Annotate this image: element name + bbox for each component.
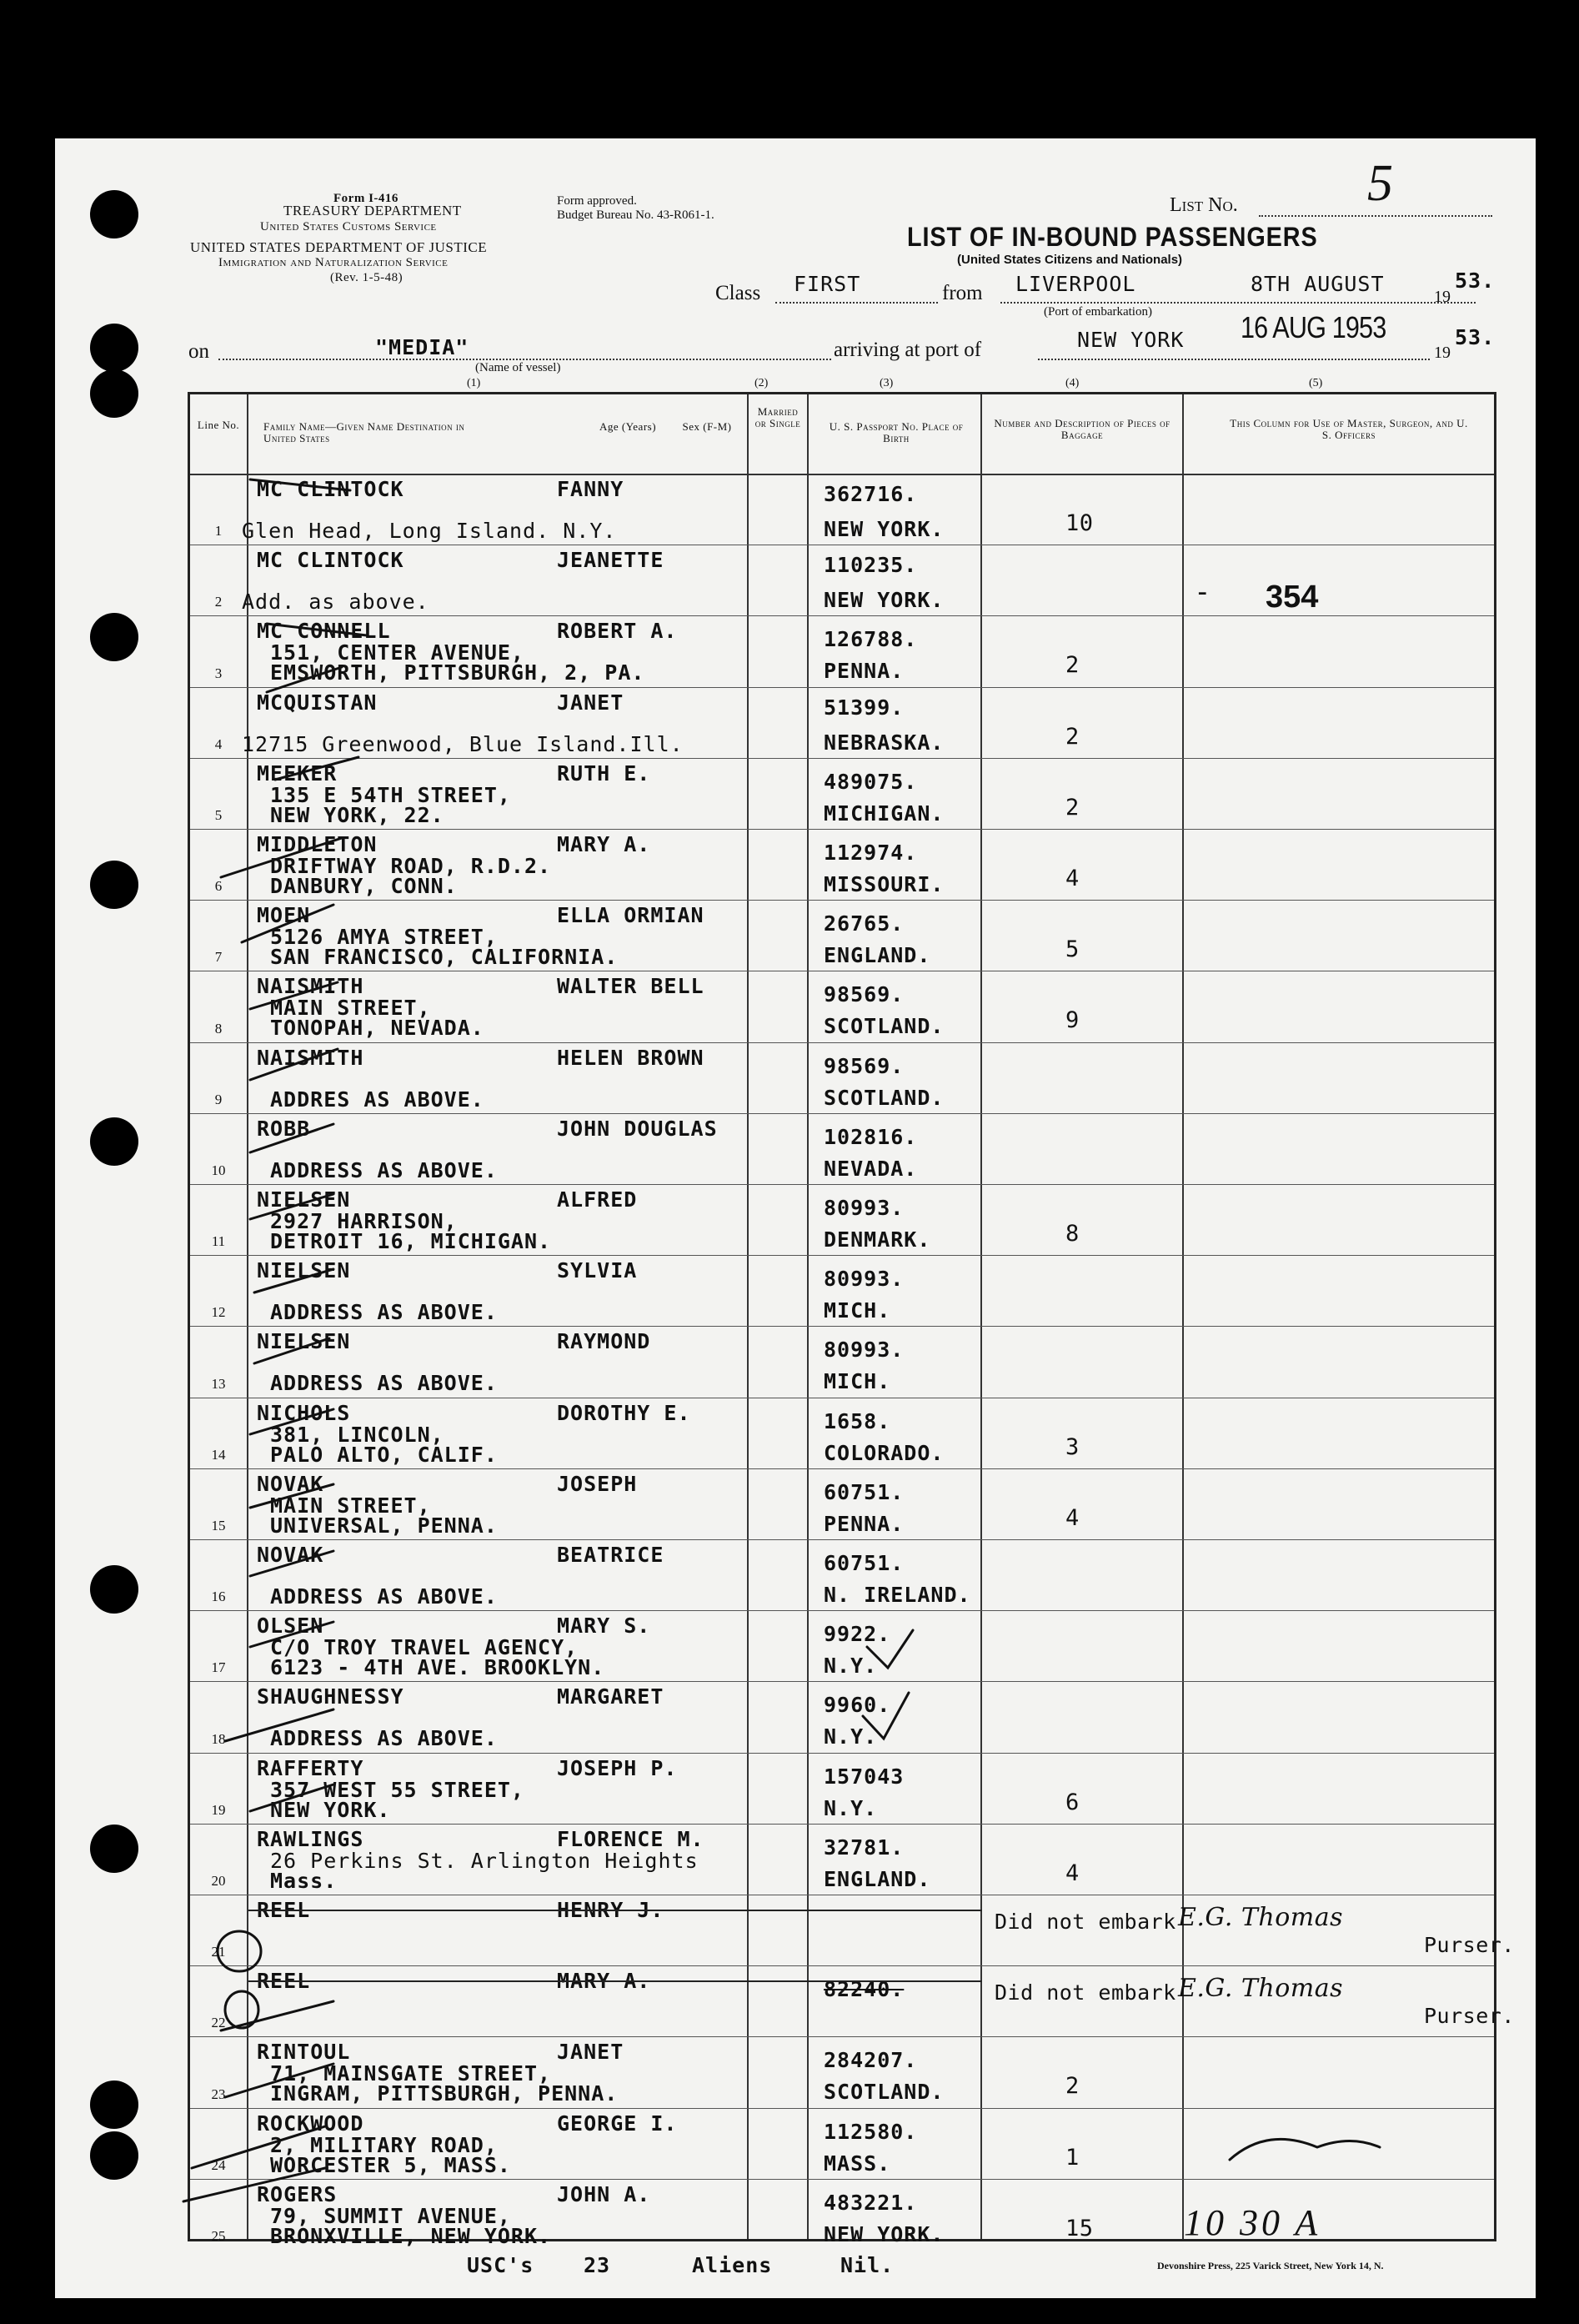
place-of-birth: SCOTLAND. (824, 1014, 945, 1039)
binder-hole (90, 2081, 138, 2129)
binder-hole (90, 190, 138, 238)
passenger-given-name: JOSEPH (557, 1471, 638, 1496)
class-value: FIRST (794, 272, 861, 296)
destination-line-2: BRONXVILLE, NEW YORK. (270, 2223, 552, 2248)
passenger-given-name: MARY A. (557, 1969, 651, 1994)
passenger-given-name: RAYMOND (557, 1329, 651, 1354)
from-line (1000, 302, 1476, 304)
line-number: 25 (211, 2228, 226, 2244)
line-number: 18 (211, 1730, 226, 1747)
row-note: Did not embark (995, 1980, 1176, 2005)
destination-line-1: 5126 AMYA STREET, (270, 925, 498, 950)
destination-line-1: 2, MILITARY ROAD, (270, 2132, 498, 2157)
baggage-count: 2 (1065, 2073, 1080, 2100)
passenger-family-name: MCQUISTAN (257, 690, 378, 715)
row-divider (190, 1753, 1494, 1754)
aliens-count: Nil. (840, 2253, 895, 2277)
destination-line-2: ADDRESS AS ABOVE. (270, 1157, 498, 1182)
passenger-family-name: MOEN (257, 903, 311, 928)
place-of-birth: COLORADO. (824, 1440, 945, 1465)
line-number: 20 (211, 1873, 226, 1889)
passenger-family-name: REEL (257, 1969, 311, 1994)
embark-date: 8TH AUGUST (1251, 272, 1385, 296)
line-number: 4 (214, 735, 223, 752)
destination-line-1: MAIN STREET, (270, 996, 431, 1021)
passport-number: 98569. (824, 982, 905, 1007)
passenger-family-name: MIDDLETON (257, 832, 378, 856)
destination-line-1: 151, CENTER AVENUE, (270, 640, 524, 665)
arrival-line (1038, 359, 1430, 360)
passenger-family-name: RAWLINGS (257, 1826, 364, 1851)
baggage-count: 4 (1065, 866, 1080, 891)
vessel-caption: (Name of vessel) (475, 361, 561, 374)
line-number: 12 (211, 1304, 226, 1321)
class-line (775, 302, 938, 304)
destination-line-2: ADDRES AS ABOVE. (270, 1087, 484, 1112)
budget-bureau: Budget Bureau No. 43-R061-1. (557, 208, 714, 222)
passport-number: 32781. (824, 1835, 905, 1860)
destination-line-2: NEW YORK, 22. (270, 802, 444, 827)
passenger-family-name: SHAUGHNESSY (257, 1684, 404, 1709)
passport-number: 284207. (824, 2048, 918, 2073)
place-of-birth: NEW YORK. (824, 588, 945, 613)
officer-mark: 354 (1266, 580, 1319, 615)
passenger-given-name: MARY A. (557, 832, 651, 856)
passport-number: 157043 (824, 1764, 905, 1789)
passenger-given-name: MARGARET (557, 1684, 664, 1709)
passport-number: 98569. (824, 1053, 905, 1078)
passport-number: 112974. (824, 841, 918, 865)
line-number: 21 (211, 1944, 226, 1960)
line-number: 24 (211, 2156, 226, 2173)
destination-line-2: ADDRESS AS ABOVE. (270, 1726, 498, 1751)
passenger-given-name: DOROTHY E. (557, 1400, 691, 1425)
destination-line-1: 79, SUMMIT AVENUE, (270, 2203, 511, 2228)
col-num-2: (2) (754, 377, 769, 389)
row-divider (190, 1184, 1494, 1185)
place-of-birth: N.Y. (824, 1795, 878, 1820)
passport-number: 82240. (824, 1977, 905, 2002)
passport-number: 60751. (824, 1479, 905, 1504)
passenger-family-name: RINTOUL (257, 2040, 351, 2065)
row-divider (190, 900, 1494, 901)
passenger-family-name: ROGERS (257, 2181, 338, 2206)
row-divider (190, 2108, 1494, 2109)
row-divider (190, 1255, 1494, 1256)
destination-line-1: 135 E 54TH STREET, (270, 782, 511, 807)
destination-line-2: Mass. (270, 1868, 338, 1893)
passenger-family-name: OLSEN (257, 1614, 324, 1639)
line-number: 1 (214, 523, 223, 540)
destination-line-1: MAIN STREET, (270, 1493, 431, 1518)
vessel-line (218, 359, 831, 360)
place-of-birth: N.Y. (824, 1724, 878, 1749)
passport-number: 60751. (824, 1551, 905, 1575)
line-number: 11 (211, 1233, 226, 1250)
place-of-birth: ENGLAND. (824, 1866, 931, 1891)
arriving-label: arriving at port of (834, 339, 982, 361)
uscs-count: 23 (584, 2253, 611, 2277)
destination-line-2: ADDRESS AS ABOVE. (270, 1584, 498, 1609)
place-of-birth: MASS. (824, 2151, 891, 2176)
row-divider (190, 1965, 1494, 1966)
col-num-1: (1) (467, 377, 481, 389)
row-note: Did not embark (995, 1910, 1176, 1934)
line-number: 13 (211, 1375, 226, 1392)
destination-line-2: ADDRESS AS ABOVE. (270, 1371, 498, 1396)
arrival-date-stamp: 16 AUG 1953 (1241, 310, 1386, 344)
passenger-family-name: NIELSEN (257, 1329, 351, 1354)
baggage-count: 2 (1065, 794, 1080, 821)
row-divider (190, 687, 1494, 688)
passenger-given-name: RUTH E. (557, 760, 651, 786)
passenger-given-name: WALTER BELL (557, 974, 704, 999)
passport-number: 51399. (824, 695, 905, 720)
port-embark-caption: (Port of embarkation) (1044, 305, 1152, 319)
col-divider (980, 394, 982, 2239)
place-of-birth: SCOTLAND. (824, 2080, 945, 2105)
baggage-count: 10 (1065, 510, 1094, 536)
baggage-count: 3 (1065, 1433, 1080, 1460)
passport-number: 110235. (824, 553, 918, 578)
row-divider (190, 1610, 1494, 1611)
purser-signature: E.G. Thomas (1178, 1903, 1344, 1932)
customs-service: United States Customs Service (260, 220, 437, 233)
destination-line-2: WORCESTER 5, MASS. (270, 2152, 511, 2177)
arrival-port: NEW YORK (1077, 328, 1185, 352)
passenger-family-name: NAISMITH (257, 974, 364, 999)
place-of-birth: MISSOURI. (824, 872, 945, 896)
col-sex: Sex (F-M) (682, 420, 732, 433)
passport-number: 80993. (824, 1267, 905, 1292)
passport-number: 80993. (824, 1338, 905, 1363)
passenger-family-name: MC CLINTOCK (257, 548, 404, 573)
line-number: 2 (214, 594, 223, 610)
from-value: LIVERPOOL (1015, 272, 1136, 296)
passport-number: 80993. (824, 1196, 905, 1220)
binder-hole (90, 861, 138, 909)
col-name: Family Name—Given Name Destination in United States (263, 420, 465, 444)
form-approved: Form approved. (557, 194, 637, 208)
binder-hole (90, 324, 138, 372)
destination-line-1: 381, LINCOLN, (270, 1422, 444, 1447)
aliens-label: Aliens (692, 2253, 773, 2277)
form-number: Form I-416 (333, 192, 399, 205)
col-divider (807, 394, 809, 2239)
destination-line-2: UNIVERSAL, PENNA. (270, 1513, 498, 1538)
baggage-count: 9 (1065, 1007, 1080, 1034)
col-passport: U. S. Passport No. Place of Birth (829, 420, 964, 444)
line-number: 7 (214, 949, 223, 966)
passport-number: 26765. (824, 911, 905, 936)
passenger-given-name: HELEN BROWN (557, 1045, 704, 1070)
purser-role: Purser. (1424, 2004, 1515, 2029)
header-divider (190, 474, 1494, 475)
passenger-family-name: NOVAK (257, 1471, 324, 1496)
passport-number: 112580. (824, 2119, 918, 2144)
line-number: 19 (211, 1801, 226, 1818)
printer-imprint: Devonshire Press, 225 Varick Street, New York 14, N. (1157, 2260, 1384, 2271)
row-divider (190, 615, 1494, 616)
line-number: 22 (211, 2015, 226, 2031)
baggage-count: 15 (1065, 2215, 1094, 2241)
baggage-count: 4 (1065, 1504, 1080, 1531)
destination-line-1: DRIFTWAY ROAD, R.D.2. (270, 854, 552, 878)
row-divider (190, 1326, 1494, 1327)
baggage-count: 2 (1065, 723, 1080, 750)
col-line-no: Line No. (197, 419, 240, 431)
tally-mark: 10 30 A (1184, 2202, 1321, 2243)
year-suffix-1: 53. (1455, 269, 1496, 293)
form-title: LIST OF IN-BOUND PASSENGERS (907, 222, 1318, 252)
line-number: 9 (214, 1091, 223, 1107)
baggage-count: 6 (1065, 1789, 1080, 1815)
list-no-label: List No. (1170, 194, 1238, 216)
place-of-birth: SCOTLAND. (824, 1085, 945, 1110)
place-of-birth: PENNA. (824, 659, 905, 684)
passenger-family-name: NOVAK (257, 1543, 324, 1567)
passport-number: 483221. (824, 2190, 918, 2215)
col-divider (247, 394, 248, 2239)
from-label: from (942, 282, 983, 304)
passenger-family-name: NICHOLS (257, 1400, 351, 1425)
destination-line-2: NEW YORK. (270, 1797, 391, 1822)
passenger-family-name: MC CLINTOCK (257, 477, 404, 501)
row-divider (190, 2179, 1494, 2180)
year-suffix-2: 53. (1455, 325, 1496, 349)
passenger-given-name: ALFRED (557, 1187, 638, 1212)
class-label: Class (715, 282, 761, 304)
binder-hole (90, 613, 138, 661)
passport-number: 9922. (824, 1622, 891, 1647)
treasury-dept: TREASURY DEPARTMENT (283, 203, 462, 218)
row-divider (190, 1681, 1494, 1682)
baggage-count: 5 (1065, 936, 1080, 963)
passenger-given-name: JOHN A. (557, 2181, 651, 2206)
passenger-family-name: NAISMITH (257, 1045, 364, 1070)
passenger-given-name: SYLVIA (557, 1258, 638, 1283)
binder-hole (90, 1117, 138, 1166)
destination-line-1: 2927 HARRISON, (270, 1209, 458, 1233)
col-married: Married or Single (754, 405, 801, 429)
passenger-given-name: ROBERT A. (557, 619, 678, 644)
destination-line-2: DANBURY, CONN. (270, 874, 458, 898)
col-divider (1182, 394, 1184, 2239)
passenger-family-name: MEEKER (257, 760, 338, 786)
row-divider (190, 2036, 1494, 2037)
baggage-count: 4 (1065, 1860, 1080, 1886)
on-label: on (188, 340, 209, 363)
row-divider (190, 1539, 1494, 1540)
place-of-birth: NEW YORK. (824, 517, 945, 541)
passenger-given-name: JANET (557, 2040, 624, 2065)
page-number-mark: 5 (1367, 155, 1393, 212)
passenger-given-name: JOHN DOUGLAS (557, 1116, 718, 1141)
passenger-given-name: BEATRICE (557, 1543, 664, 1567)
passenger-family-name: NIELSEN (257, 1187, 351, 1212)
destination-line-2: EMSWORTH, PITTSBURGH, 2, PA. (270, 660, 645, 685)
col-age: Age (Years) (599, 420, 657, 433)
passenger-given-name: FLORENCE M. (557, 1826, 704, 1851)
binder-hole (90, 2131, 138, 2180)
baggage-count: 1 (1065, 2144, 1080, 2171)
revision: (Rev. 1-5-48) (330, 271, 404, 284)
passport-number: 9960. (824, 1693, 891, 1718)
destination-line-2: INGRAM, PITTSBURGH, PENNA. (270, 2081, 619, 2106)
col-divider (747, 394, 749, 2239)
destination-line-2: PALO ALTO, CALIF. (270, 1442, 498, 1467)
binder-hole (90, 1825, 138, 1873)
passenger-family-name: MC CONNELL (257, 619, 391, 644)
binder-hole (90, 1565, 138, 1614)
row-divider (190, 1468, 1494, 1469)
strike-line (248, 1910, 982, 1911)
passenger-family-name: REEL (257, 1898, 311, 1922)
form-subtitle: (United States Citizens and Nationals) (957, 253, 1183, 267)
line-number: 5 (214, 807, 223, 823)
passenger-family-name: ROCKWOOD (257, 2111, 364, 2136)
destination-line-1: 71, MAINSGATE STREET, (270, 2061, 552, 2086)
destination-line-2: Add. as above. (242, 590, 429, 615)
passenger-given-name: FANNY (557, 477, 624, 501)
col-officers: This Column for Use of Master, Surgeon, and U. S. Officers (1230, 417, 1468, 441)
line-number: 3 (214, 665, 223, 681)
col-num-5: (5) (1309, 377, 1323, 389)
line-number: 17 (211, 1659, 226, 1676)
passenger-family-name: ROBB (257, 1116, 311, 1141)
destination-line-2: Glen Head, Long Island. N.Y. (242, 519, 617, 543)
row-divider (190, 758, 1494, 759)
col-num-4: (4) (1065, 377, 1080, 389)
passenger-family-name: NIELSEN (257, 1258, 351, 1283)
destination-line-1: 26 Perkins St. Arlington Heights (270, 1848, 699, 1873)
strike-line (248, 1980, 982, 1982)
col-baggage: Number and Description of Pieces of Baggage (994, 417, 1170, 441)
binder-hole (90, 369, 138, 418)
place-of-birth: NEW YORK. (824, 2221, 945, 2246)
place-of-birth: N.Y. (824, 1654, 878, 1679)
destination-line-2: TONOPAH, NEVADA. (270, 1016, 484, 1041)
passenger-given-name: JOSEPH P. (557, 1755, 678, 1780)
line-number: 23 (211, 2086, 226, 2102)
row-divider (190, 829, 1494, 830)
destination-line-2: DETROIT 16, MICHIGAN. (270, 1229, 552, 1253)
place-of-birth: ENGLAND. (824, 943, 931, 968)
year-prefix-1: 19 (1434, 288, 1451, 306)
passport-number: 362716. (824, 482, 918, 506)
line-number: 14 (211, 1446, 226, 1463)
destination-line-2: 6123 - 4TH AVE. BROOKLYN. (270, 1655, 605, 1680)
passport-number: 102816. (824, 1124, 918, 1149)
year-prefix-2: 19 (1434, 344, 1451, 362)
place-of-birth: MICH. (824, 1369, 891, 1394)
col-num-3: (3) (880, 377, 894, 389)
passenger-given-name: ELLA ORMIAN (557, 903, 704, 928)
place-of-birth: PENNA. (824, 1511, 905, 1536)
line-number: 8 (214, 1020, 223, 1037)
place-of-birth: N. IRELAND. (824, 1583, 971, 1607)
vessel-name: "MEDIA" (375, 335, 469, 359)
place-of-birth: MICH. (824, 1298, 891, 1323)
uscs-label: USC's (467, 2253, 534, 2277)
passenger-given-name: GEORGE I. (557, 2111, 678, 2136)
officer-dash: - (1194, 575, 1211, 609)
purser-signature: E.G. Thomas (1178, 1974, 1344, 2004)
passport-number: 1658. (824, 1408, 891, 1433)
destination-line-1: C/O TROY TRAVEL AGENCY, (270, 1635, 579, 1660)
passenger-given-name: JEANETTE (557, 548, 664, 573)
passenger-given-name: MARY S. (557, 1614, 651, 1639)
justice-dept: UNITED STATES DEPARTMENT OF JUSTICE (190, 239, 488, 255)
line-number: 16 (211, 1589, 226, 1605)
destination-line-2: ADDRESS AS ABOVE. (270, 1300, 498, 1325)
row-divider (190, 1113, 1494, 1114)
baggage-count: 2 (1065, 652, 1080, 679)
passport-number: 126788. (824, 627, 918, 652)
place-of-birth: NEVADA. (824, 1156, 918, 1181)
destination-line-2: 12715 Greenwood, Blue Island.Ill. (242, 731, 684, 756)
passenger-family-name: RAFFERTY (257, 1755, 364, 1780)
destination-line-1: 357 WEST 55 STREET, (270, 1777, 524, 1802)
ins-service: Immigration and Naturalization Service (218, 256, 449, 269)
passenger-given-name: JANET (557, 690, 624, 715)
passport-number: 489075. (824, 769, 918, 794)
line-number: 6 (214, 878, 223, 895)
row-divider (190, 1042, 1494, 1043)
destination-line-2: SAN FRANCISCO, CALIFORNIA. (270, 945, 619, 970)
purser-role: Purser. (1424, 1933, 1515, 1957)
row-divider (190, 1824, 1494, 1825)
line-number: 10 (211, 1162, 226, 1178)
place-of-birth: NEBRASKA. (824, 730, 945, 755)
line-number: 15 (211, 1518, 226, 1533)
passenger-table (188, 392, 1515, 2248)
place-of-birth: DENMARK. (824, 1227, 931, 1252)
place-of-birth: MICHIGAN. (824, 801, 945, 826)
passenger-given-name: HENRY J. (557, 1898, 664, 1922)
list-no-line (1259, 215, 1492, 217)
baggage-count: 8 (1065, 1221, 1080, 1247)
